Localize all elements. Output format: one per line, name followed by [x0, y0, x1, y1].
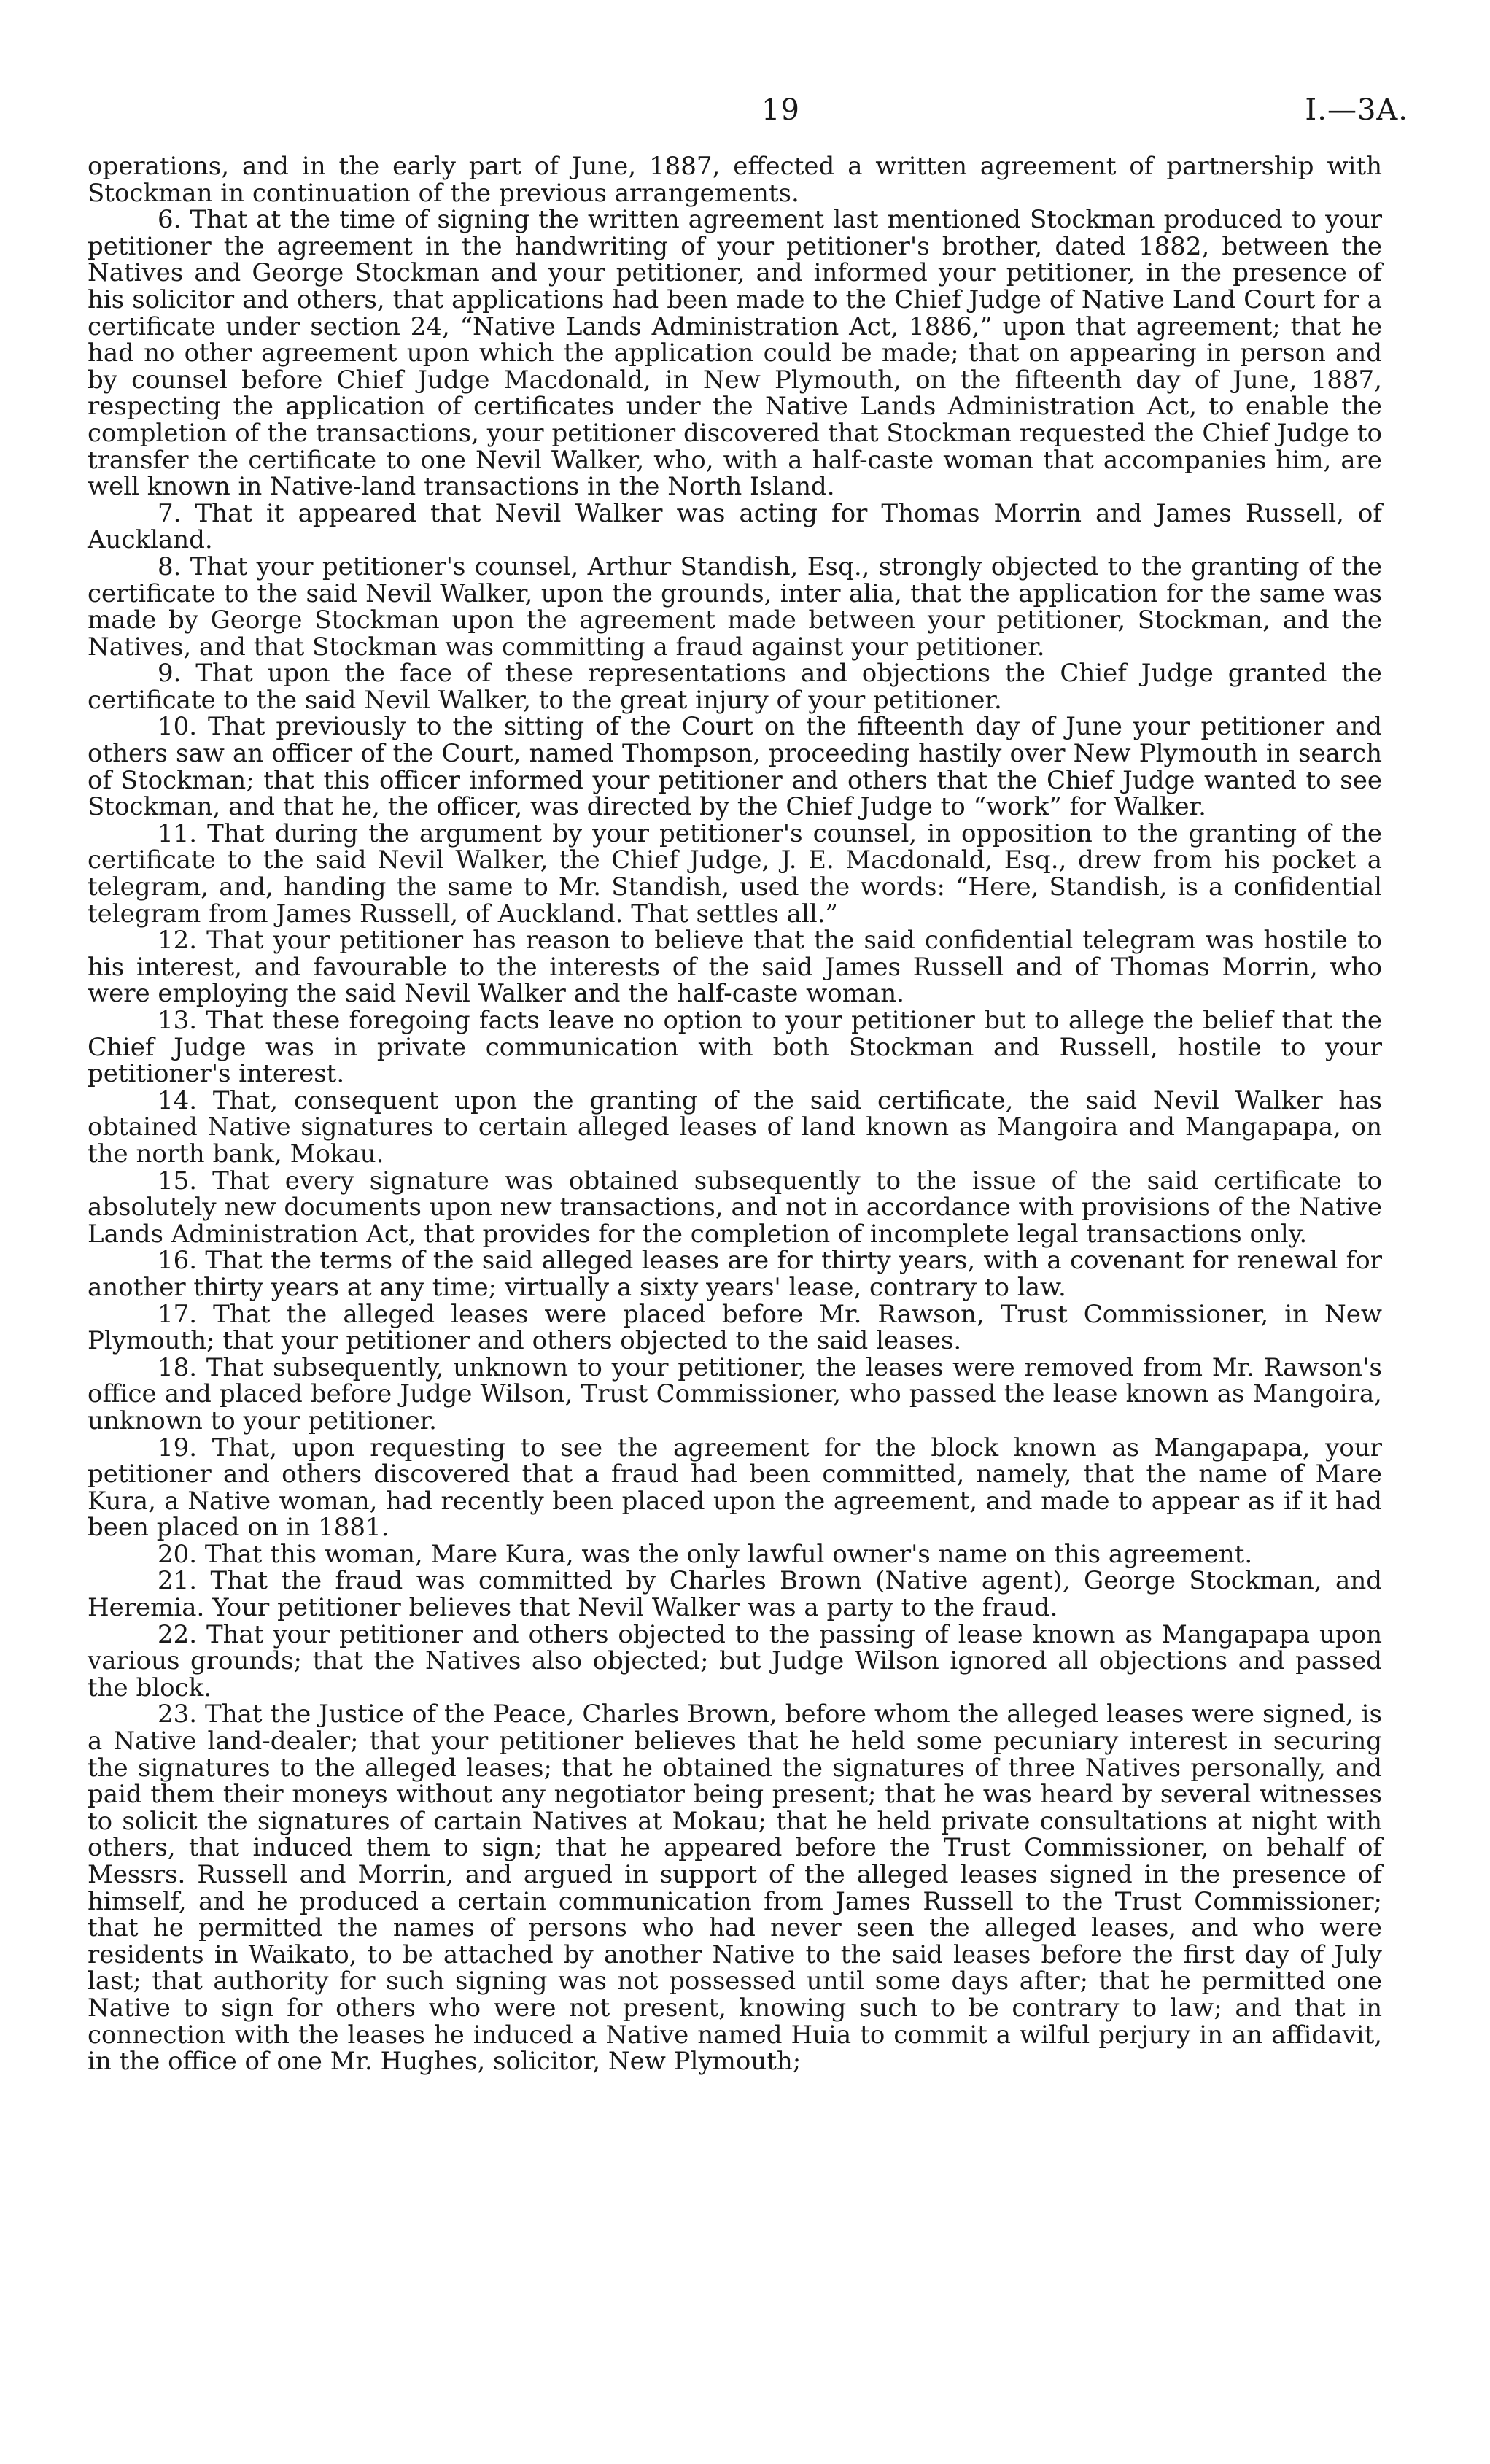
paragraph-13: 13. That these foregoing facts leave no option to your petitioner but to allege the belief that the Chief Judge was in private communication with both Stockman and Russell, hostile to your petitioner's interest. [88, 1006, 1382, 1089]
paragraph-22: 22. That your petitioner and others objected to the passing of lease known as Mangapapa upon various grounds; that the Natives also objected; but Judge Wilson ignored all objections and passed the block. [88, 1619, 1382, 1702]
paragraph-12: 12. That your petitioner has reason to believe that the said confidential telegram was hostile to his interest, and favourable to the interests of the said James Russell and of Thomas Morrin, who were employing the said Nevil Walker and the half-caste woman. [88, 926, 1382, 1009]
paragraph-8: 8. That your petitioner's counsel, Arthur Standish, Esq., strongly objected to the granting of the certificate to the said Nevil Walker, upon the grounds, inter alia, that the application for the same was made by George Stockman upon the agreement made between your petitioner, Stockman, and the Natives, and that Stockman was committing a fraud against your petitioner. [88, 551, 1382, 662]
body-text [88, 153, 1382, 2075]
page-header [153, 93, 1408, 137]
paragraph-7: 7. That it appeared that Nevil Walker was acting for Thomas Morrin and James Russell, of Auckland. [88, 498, 1382, 555]
paragraph-20: 20. That this woman, Mare Kura, was the only lawful owner's name on this agreement. [158, 1539, 1253, 1569]
paragraph-15: 15. That every signature was obtained subsequently to the issue of the said certificate to absolutely new documents upon new transactions, and not in accordance with provisions of the Native Lands Administration Act, that provides for the completion of incomplete legal transactions only. [88, 1166, 1382, 1249]
paragraph-16: 16. That the terms of the said alleged leases are for thirty years, with a covenant for renewal for another thirty years at any time; virtually a sixty years' lease, contrary to law. [88, 1246, 1382, 1302]
paragraph-10: 10. That previously to the sitting of the Court on the fifteenth day of June your petitioner and others saw an officer of the Court, named Thompson, proceeding hastily over New Plymouth in search of Stockman; that this officer informed your petitioner and others that the Chief Judge wanted to see Stockman, and that he, the officer, was directed by the Chief Judge to “work” for Walker. [88, 712, 1382, 822]
paragraph-continued: operations, and in the early part of June, 1887, effected a written agreement of partnership with Stockman in continuation of the previous arrangements. [88, 152, 1382, 208]
document-reference: I.—3A. [1305, 93, 1408, 127]
paragraph-19: 19. That, upon requesting to see the agreement for the block known as Mangapapa, your petitioner and others discovered that a fraud had been committed, namely, that the name of Mare Kura, a Native woman, had recently been placed upon the agreement, and made to appear as if it had been placed on in 1881. [88, 1433, 1382, 1543]
page-number: 19 [761, 93, 800, 127]
paragraph-17: 17. That the alleged leases were placed before Mr. Rawson, Trust Commissioner, in New Plymouth; that your petitioner and others objected to the said leases. [88, 1299, 1382, 1356]
paragraph-6: 6. That at the time of signing the written agreement last mentioned Stockman produced to your petitioner the agreement in the handwriting of your petitioner's brother, dated 1882, between the Natives and George Stockman and your petitioner, and informed your petitioner, in the presence of his solicitor and others, that applications had been made to the Chief Judge of Native Land Court for a certificate under section 24, “Native Lands Administration Act, 1886,” upon that agreement; that he had no other agreement upon which the application could be made; that on appearing in person and by counsel before Chief Judge Macdonald, in New Plymouth, on the fifteenth day of June, 1887, respecting the application of certificates under the Native Lands Administration Act, to enable the completion of the transactions, your petitioner discovered that Stockman requested the Chief Judge to transfer the certificate to one Nevil Walker, who, with a half-caste woman that accompanies him, are well known in Native-land transactions in the North Island. [88, 205, 1382, 502]
paragraph-11: 11. That during the argument by your petitioner's counsel, in opposition to the granting of the certificate to the said Nevil Walker, the Chief Judge, J. E. Macdonald, Esq., drew from his pocket a telegram, and, handing the same to Mr. Standish, used the words: “Here, Standish, is a confidential telegram from James Russell, of Auckland. That settles all.” [88, 818, 1382, 929]
paragraph-23: 23. That the Justice of the Peace, Charles Brown, before whom the alleged leases were signed, is a Native land-dealer; that your petitioner believes that he held some pecuniary interest in securing the signatures to the alleged leases; that he obtained the signatures of three Natives personally, and paid them their moneys without any negotiator being present; that he was heard by several witnesses to solicit the signatures of cartain Natives at Mokau; that he held private consultations at night with others, that induced them to sign; that he appeared before the Trust Commissioner, on behalf of Messrs. Russell and Morrin, and argued in support of the alleged leases signed in the presence of himself, and he produced a certain communication from James Russell to the Trust Commissioner; that he permitted the names of persons who had never seen the alleged leases, and who were residents in Waikato, to be attached by another Native to the said leases before the first day of July last; that authority for such signing was not possessed until some days after; that he permitted one Native to sign for others who were not present, knowing such to be contrary to law; and that in connection with the leases he induced a Native named Huia to commit a wilful perjury in an affidavit, in the office of one Mr. Hughes, solicitor, New Plymouth; [88, 1700, 1382, 2077]
paragraph-9: 9. That upon the face of these representations and objections the Chief Judge granted the certificate to the said Nevil Walker, to the great injury of your petitioner. [88, 659, 1382, 715]
paragraph-18: 18. That subsequently, unknown to your petitioner, the leases were removed from Mr. Rawson's office and placed before Judge Wilson, Trust Commissioner, who passed the lease known as Mangoira, unknown to your petitioner. [88, 1352, 1382, 1436]
paragraph-21: 21. That the fraud was committed by Charles Brown (Native agent), George Stockman, and Heremia. Your petitioner believes that Nevil Walker was a party to the fraud. [88, 1566, 1382, 1623]
paragraph-14: 14. That, consequent upon the granting of the said certificate, the said Nevil Walker has obtained Native signatures to certain alleged leases of land known as Mangoira and Mangapapa, on the north bank, Mokau. [88, 1085, 1382, 1169]
